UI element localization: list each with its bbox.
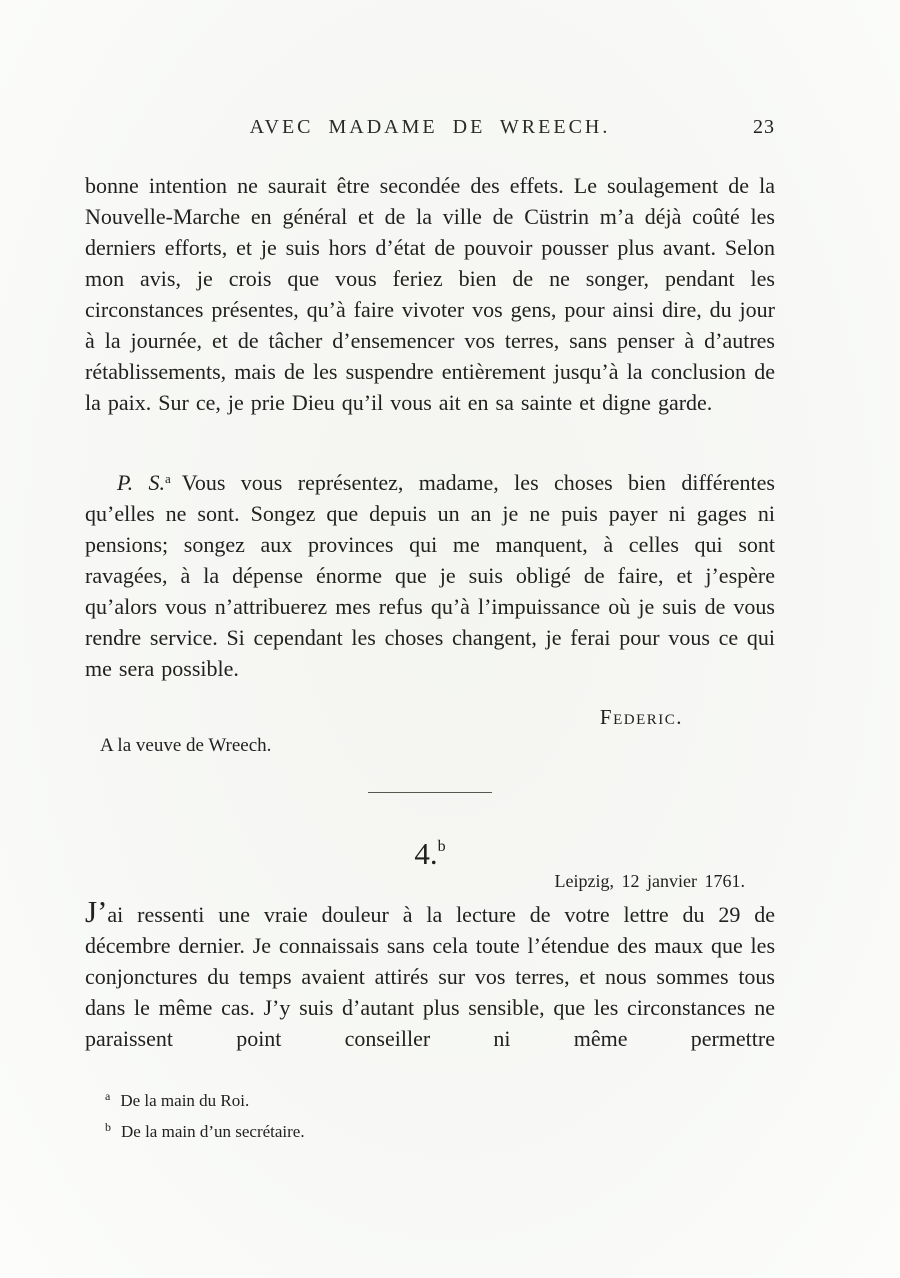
- letter4-heading: [85, 837, 775, 871]
- footnote-marker-b: b: [105, 1120, 111, 1134]
- footnote-ref-a: a: [165, 471, 171, 486]
- book-page: [85, 0, 775, 1145]
- footnote-marker-a: a: [105, 1089, 111, 1103]
- postscript-label: P. S.: [117, 470, 165, 495]
- footnote-text: De la main du Roi.: [120, 1091, 250, 1110]
- section-divider: [368, 792, 492, 793]
- letter4-number: 4.: [414, 836, 438, 871]
- footnotes: [85, 1083, 775, 1145]
- footnote-item: [105, 1114, 775, 1145]
- dateline: Leipzig, 12 janvier 1761.: [554, 871, 745, 891]
- letter4-opening-paragraph: J’ai ressenti une vraie douleur à la lecture de votre lettre du 29 de décembre dernier. Je connaissais sans cela toute l’étendue des maux que les conjonctures du temps avaient attirés sur vos terres, et nous sommes tous dans le même cas. J’y suis d’autant plus sensible, que les circonstances ne paraissent point conseiller ni même permettre: [85, 894, 775, 1051]
- addressee: A la veuve de Wreech.: [100, 735, 272, 756]
- running-title: AVEC MADAME DE WREECH.: [249, 116, 611, 138]
- page-number: 23: [753, 116, 775, 138]
- postscript-paragraph: [85, 467, 775, 684]
- footnote-text: De la main d’un secrétaire.: [121, 1122, 305, 1141]
- postscript-text: Vous vous représentez, madame, les choses bien différentes qu’elles ne sont. Songez que depuis un an je ne puis payer ni gages ni pensions; songez aux provinces qui me manquent, à celles qui sont ravagées, à la dépense énorme que je suis obligé de faire, et j’espère qu’alors vous n’attribuerez mes refus qu’à l’impuissance où je suis de vous rendre service. Si cependant les choses changent, je ferai pour vous ce qui me sera possible.: [85, 470, 775, 681]
- signature: Federic.: [599, 705, 683, 729]
- letter3-body-paragraph: bonne intention ne saurait être secondée des effets. Le soulagement de la Nouvelle-Marche en général et de la ville de Cüstrin m’a déjà coûté les derniers efforts, et je suis hors d’état de pouvoir pousser plus avant. Selon mon avis, je crois que vous feriez bien de ne songer, pendant les circonstances présentes, qu’à faire vivoter vos gens, pour ainsi dire, du jour à la journée, et de tâcher d’ensemencer vos terres, sans penser à d’autres rétablissements, mais de les suspendre entièrement jusqu’à la conclusion de la paix. Sur ce, je prie Dieu qu’il vous ait en sa sainte et digne garde.: [85, 173, 775, 415]
- footnote-item: [105, 1083, 775, 1114]
- running-header: [85, 116, 775, 146]
- footnote-ref-b: b: [437, 838, 446, 855]
